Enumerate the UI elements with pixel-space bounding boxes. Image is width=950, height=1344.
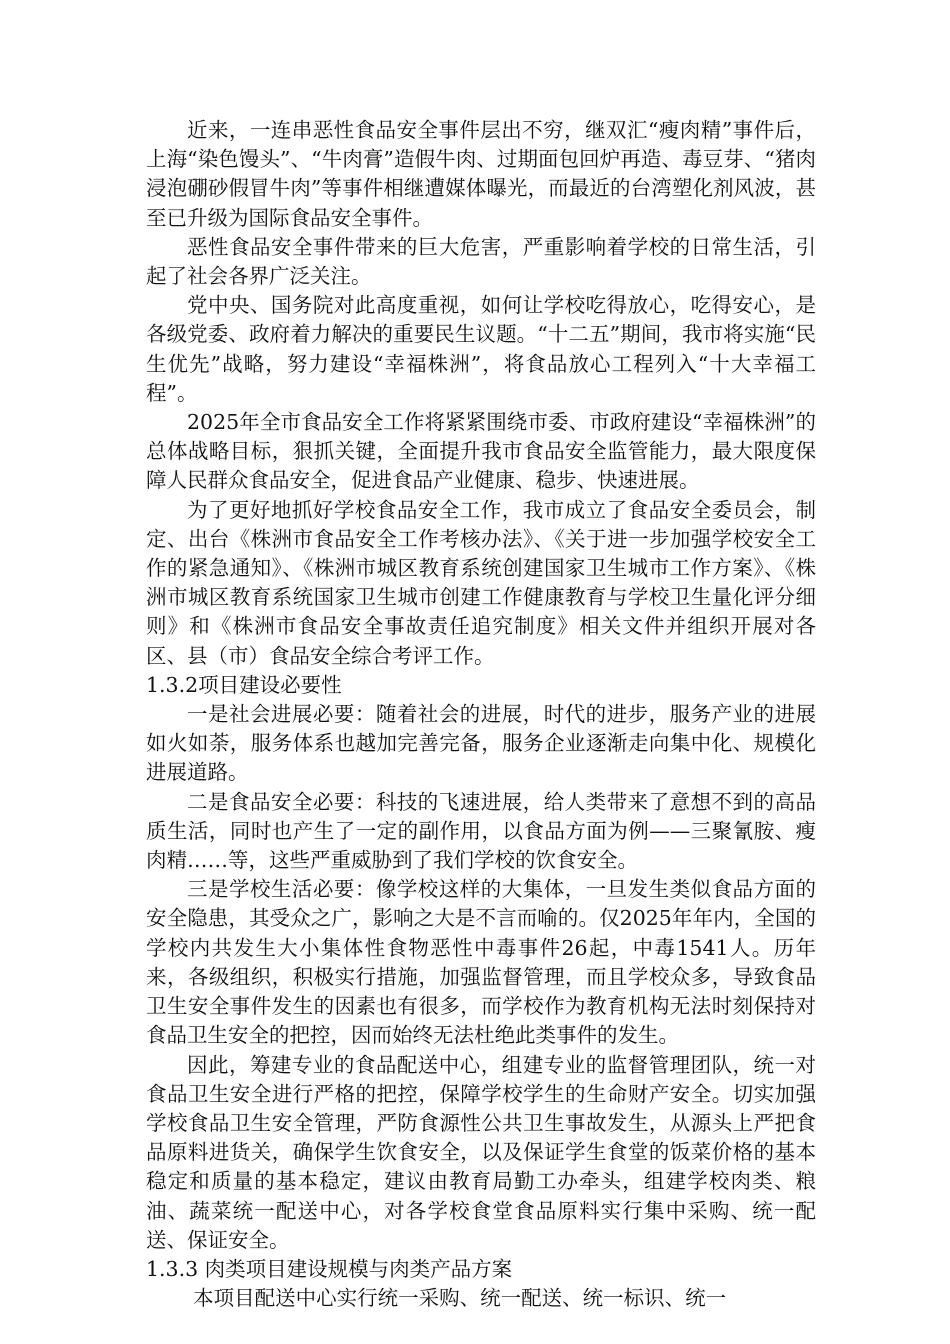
section-heading-scale-plan: 1.3.3 肉类项目建设规模与肉类产品方案 bbox=[146, 1256, 513, 1281]
paragraph-2025-work-plan: 2025年全市食品安全工作将紧紧围绕市委、市政府建设“幸福株洲”的总体战略目标，狠抓关键，全面提升我市食品安全监管能力，最大限度保障人民群众食品安全，促进食品产业健康、稳步、快速进展。 bbox=[146, 410, 816, 493]
paragraph-government-attention: 党中央、国务院对此高度重视，如何让学校吃得放心，吃得安心，是各级党委、政府着力解决的重要民生议题。“十二五”期间，我市将实施“民生优先”战略，努力建设“幸福株洲”，将食品放心工程列入“十大幸福工程”。 bbox=[146, 293, 816, 405]
paragraph-distribution-center: 本项目配送中心实行统一采购、统一配送、统一标识、统一 bbox=[193, 1286, 727, 1311]
paragraph-harm-impact: 恶性食品安全事件带来的巨大危害，严重影响着学校的日常生活，引起了社会各界广泛关注。 bbox=[146, 234, 816, 289]
section-heading-necessity: 1.3.2项目建设必要性 bbox=[146, 672, 342, 697]
paragraph-food-safety-incidents: 近来，一连串恶性食品安全事件层出不穷，继双汇“瘦肉精”事件后，上海“染色馒头”、“牛肉膏”造假牛肉、过期面包回炉再造、毒豆芽、“猪肉浸泡硼砂假冒牛肉”等事件相继遭媒体曝光，而最近的台湾塑化剂风波，甚至已升级为国际食品安全事件。 bbox=[146, 118, 816, 230]
paragraph-social-development: 一是社会进展必要：随着社会的进展，时代的进步，服务产业的进展如火如荼，服务体系也越加完善完备，服务企业逐渐走向集中化、规模化进展道路。 bbox=[146, 702, 816, 785]
paragraph-conclusion: 因此，筹建专业的食品配送中心，组建专业的监督管理团队，统一对食品卫生安全进行严格的把控，保障学校学生的生命财产安全。切实加强学校食品卫生安全管理，严防食源性公共卫生事故发生，从源头上严把食品原料进货关，确保学生饮食安全，以及保证学生食堂的饭菜价格的基本稳定和质量的基本稳定，建议由教育局勤工办牵头，组建学校肉类、粮油、蔬菜统一配送中心，对各学校食堂食品原料实行集中采购、统一配送、保证安全。 bbox=[146, 1052, 816, 1252]
paragraph-food-safety-need: 二是食品安全必要：科技的飞速进展，给人类带来了意想不到的高品质生活，同时也产生了一定的副作用，以食品方面为例——三聚氰胺、瘦肉精……等，这些严重威胁到了我们学校的饮食安全。 bbox=[146, 789, 816, 873]
paragraph-city-measures: 为了更好地抓好学校食品安全工作，我市成立了食品安全委员会，制定、出台《株洲市食品安全工作考核办法》、《关于进一步加强学校安全工作的紧急通知》、《株洲市城区教育系统创建国家卫生城市工作方案》、《株洲市城区教育系统国家卫生城市创建工作健康教育与学校卫生量化评分细则》和《株洲市食品安全事故责任追究制度》相关文件并组织开展对各区、县（市）食品安全综合考评工作。 bbox=[146, 497, 816, 668]
paragraph-school-life-need: 三是学校生活必要：像学校这样的大集体，一旦发生类似食品方面的安全隐患，其受众之广，影响之大是不言而喻的。仅2025年年内，全国的学校内共发生大小集体性食物恶性中毒事件26起，中毒1541人。历年来，各级组织，积极实行措施，加强监督管理，而且学校众多，导致食品卫生安全事件发生的因素也有很多，而学校作为教育机构无法时刻保持对食品卫生安全的把控，因而始终无法杜绝此类事件的发生。 bbox=[146, 877, 816, 1048]
document-body bbox=[146, 116, 816, 1313]
